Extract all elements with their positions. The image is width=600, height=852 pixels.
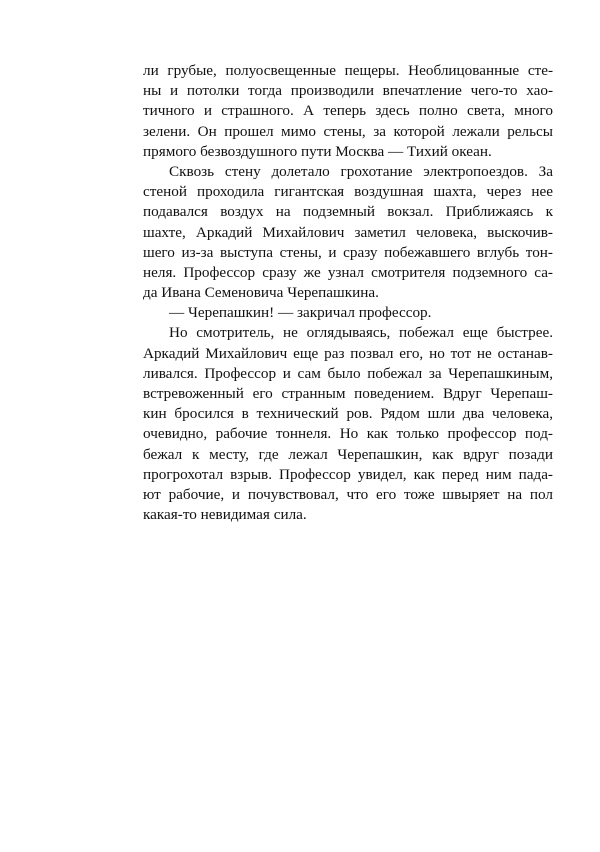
text-line: Аркадий Михайлович еще раз позвал его, но тот не останав- — [143, 344, 553, 362]
paragraph-4 — [143, 323, 553, 525]
text-line: прогрохотал взрыв. Профессор увидел, как перед ним пада- — [143, 465, 553, 483]
text-line: ливался. Профессор и сам было побежал за Черепашкиным, — [143, 364, 553, 382]
text-line: очевидно, рабочие тоннеля. Но как только профессор под- — [143, 425, 553, 443]
text-line: прямого безвоздушного пути Москва — Тихий океан. — [143, 142, 492, 160]
text-line: Но смотритель, не оглядываясь, побежал еще быстрее. — [169, 324, 553, 342]
paragraph-1 — [143, 61, 553, 162]
text-line: зелени. Он прошел мимо стены, за которой лежали рельсы — [143, 122, 553, 140]
text-line: стеной проходила гигантская воздушная шахта, через нее — [143, 183, 553, 201]
paragraph-2 — [143, 162, 553, 303]
text-line: шахте, Аркадий Михайлович заметил человека, выскочив- — [143, 223, 553, 241]
text-line: встревоженный его странным поведением. Вдруг Черепаш- — [143, 385, 553, 402]
text-line: подавался воздух на подземный вокзал. Приближаясь к — [143, 203, 553, 221]
paragraph-3 — [143, 303, 553, 323]
text-line: — Черепашкин! — закричал профессор. — [169, 304, 432, 322]
text-line: Сквозь стену долетало грохотание электропоездов. За — [169, 162, 553, 180]
text-line: тичного и страшного. А теперь здесь полно света, много — [143, 102, 553, 120]
text-line: да Ивана Семеновича Черепашкина. — [143, 284, 379, 302]
text-line: ны и потолки тогда производили впечатление чего-то хао- — [143, 82, 553, 100]
text-line: шего из-за выступа стены, и сразу побежавшего вглубь тон- — [143, 243, 553, 261]
text-line: кин бросился в технический ров. Рядом шли два человека, — [143, 405, 553, 423]
text-line: ют рабочие, и почувствовал, что его тоже швыряет на пол — [143, 485, 553, 503]
text-line: какая-то невидимая сила. — [143, 506, 307, 524]
text-line: бежал к месту, где лежал Черепашкин, как вдруг позади — [143, 445, 553, 463]
body-text — [143, 61, 553, 525]
text-line: неля. Профессор сразу же узнал смотрителя подземного са- — [143, 263, 553, 281]
text-line: ли грубые, полуосвещенные пещеры. Необлицованные сте- — [143, 62, 553, 79]
